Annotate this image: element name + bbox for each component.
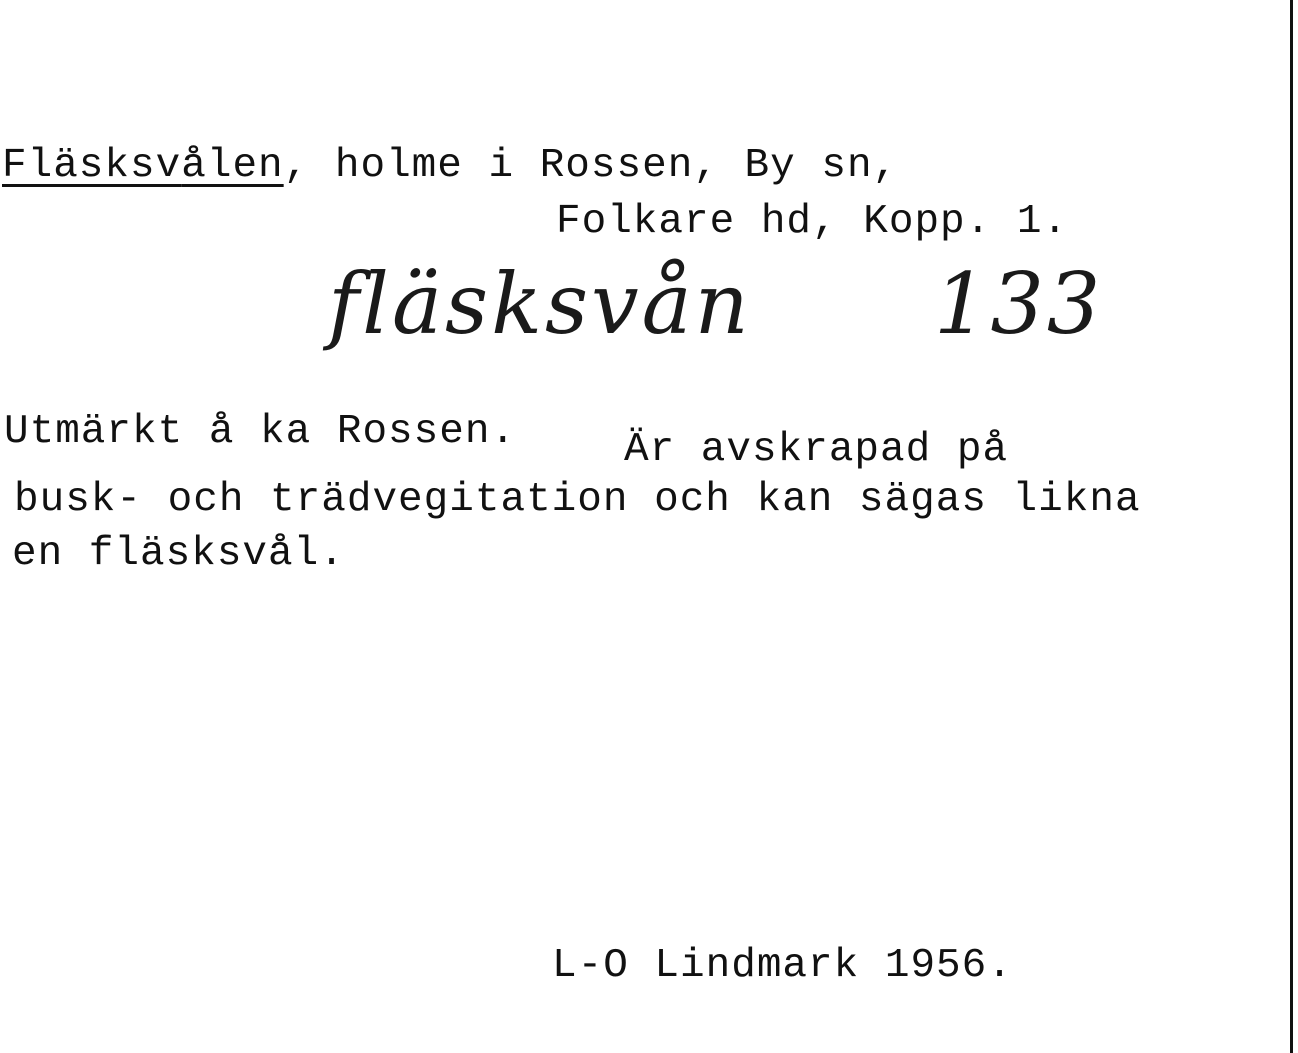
description-line-2: busk- och trädvegitation och kan sägas likna	[14, 477, 1141, 523]
headword-part1: Fläsksv	[2, 143, 182, 189]
description-line-1b: Är avskrapad på	[624, 427, 1009, 473]
headword-line	[2, 143, 899, 189]
headword-part2: ålen	[181, 143, 284, 189]
description-line-1a: Utmärkt å ka Rossen.	[4, 409, 517, 455]
description-line-3: en fläsksvål.	[12, 531, 345, 577]
handwritten-number: 133	[934, 255, 1104, 353]
handwritten-pronunciation: fläsksvån	[328, 255, 752, 353]
signature: L-O Lindmark 1956.	[552, 943, 1013, 989]
headword-rest: , holme i Rossen, By sn,	[283, 143, 899, 189]
location-line: Folkare hd, Kopp. 1.	[556, 199, 1069, 245]
card-edge-line	[1290, 0, 1293, 1053]
